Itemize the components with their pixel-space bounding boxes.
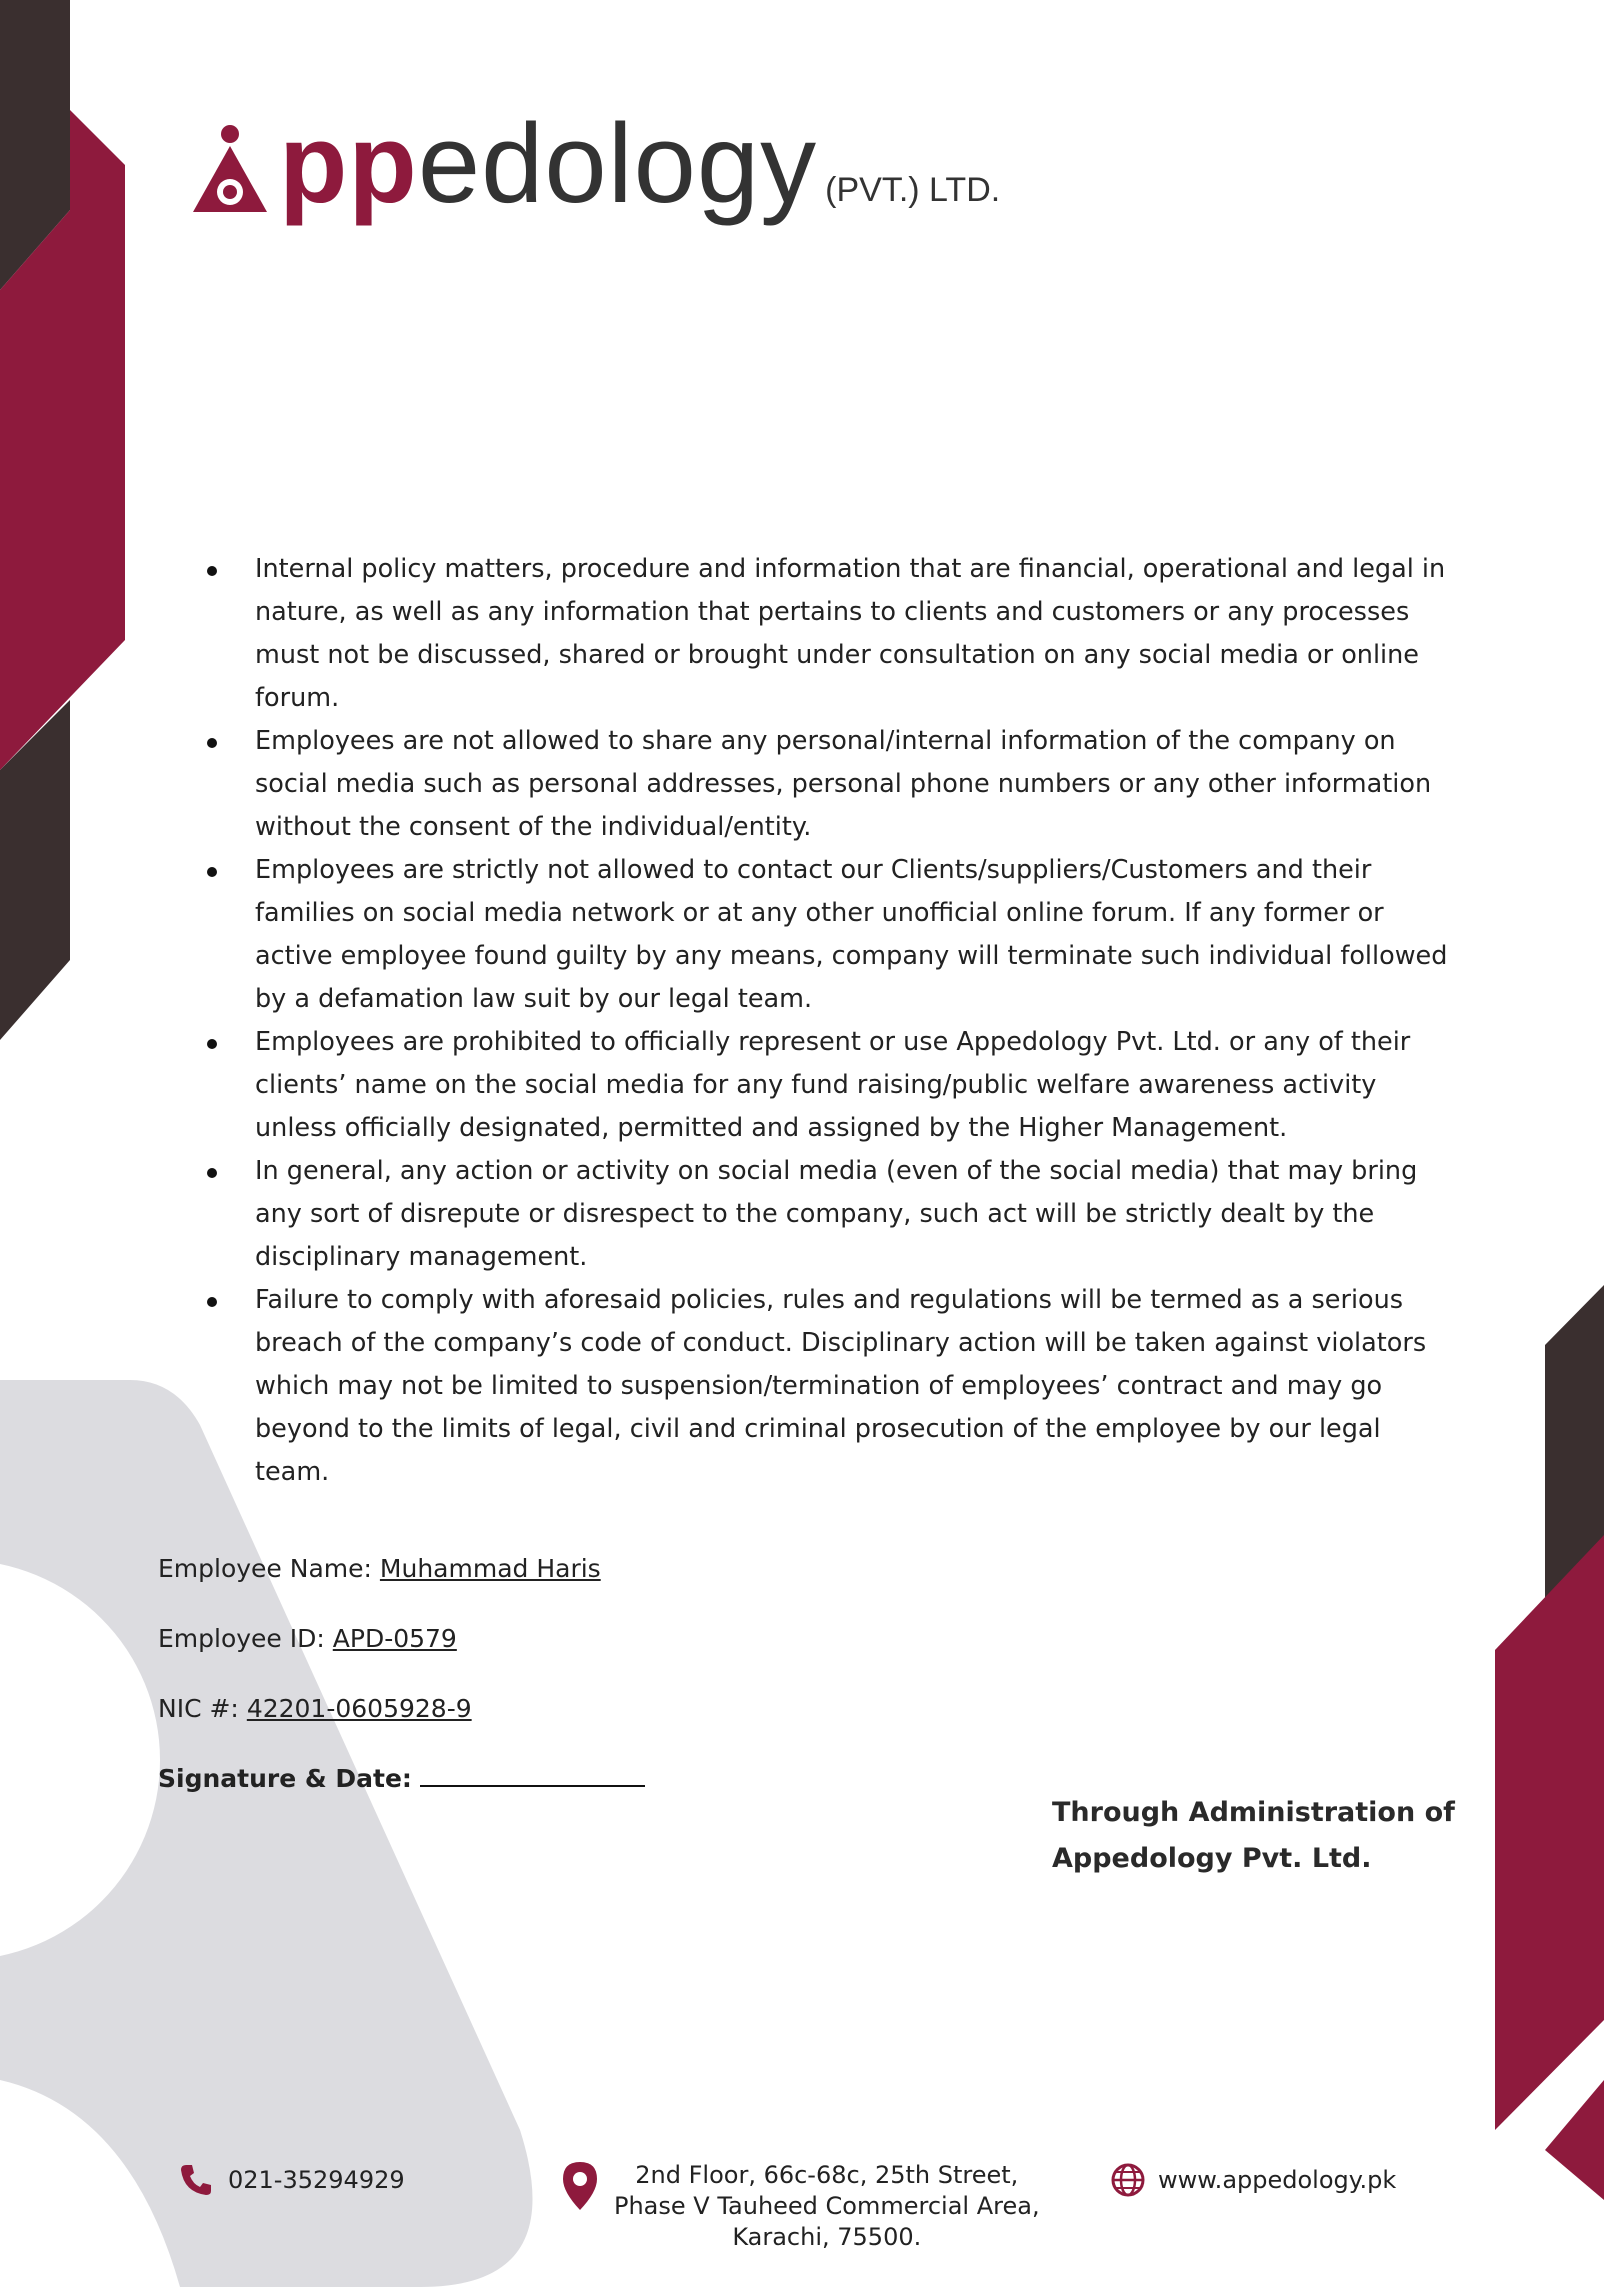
phone-icon	[178, 2162, 214, 2198]
bullet-dot	[207, 738, 217, 748]
employee-name-row	[158, 1548, 645, 1618]
list-item	[205, 1150, 1455, 1279]
admin-line-1: Through Administration of	[1052, 1797, 1455, 1828]
employee-name-label: Employee Name:	[158, 1554, 372, 1583]
policy-text: Employees are prohibited to officially represent or use Appedology Pvt. Ltd. or any of their clients’ name on the social media for any fund raising/public welfare awareness activity unless officially designated, permitted and assigned by the Higher Management.	[255, 1027, 1411, 1143]
employee-id-label: Employee ID:	[158, 1624, 325, 1653]
administration-block	[1052, 1790, 1455, 1882]
footer-website	[1110, 2162, 1396, 2198]
list-item	[205, 1021, 1455, 1150]
signature-row	[158, 1758, 645, 1828]
footer-address	[560, 2160, 1040, 2253]
logo-text-rest: edology	[417, 101, 818, 226]
company-logo	[185, 90, 1001, 226]
signature-line	[420, 1785, 645, 1787]
bullet-dot	[207, 1168, 217, 1178]
footer-phone	[178, 2162, 405, 2198]
bullet-dot	[207, 566, 217, 576]
policy-text: Internal policy matters, procedure and information that are financial, operational and legal in nature, as well as any information that pertains to clients and customers or any processes must not be discussed, shared or brought under consultation on any social media or online forum.	[255, 554, 1446, 713]
location-pin-icon	[560, 2160, 600, 2212]
website-link[interactable]: www.appedology.pk	[1158, 2166, 1397, 2194]
list-item	[205, 548, 1455, 720]
logo-suffix: (PVT.) LTD.	[825, 171, 1001, 209]
logo-wordmark	[279, 101, 818, 226]
list-item	[205, 849, 1455, 1021]
employee-details	[158, 1548, 645, 1828]
list-item	[205, 720, 1455, 849]
employee-name-value: Muhammad Haris	[379, 1554, 601, 1583]
policy-text: In general, any action or activity on social media (even of the social media) that may bring any sort of disrepute or disrespect to the company, such act will be strictly dealt by the disciplinary management.	[255, 1156, 1418, 1272]
policy-list	[205, 548, 1455, 1494]
nic-value: 42201-0605928-9	[246, 1694, 472, 1723]
list-item	[205, 1279, 1455, 1494]
admin-line-2: Appedology Pvt. Ltd.	[1052, 1843, 1372, 1874]
bullet-dot	[207, 1039, 217, 1049]
bullet-dot	[207, 1297, 217, 1307]
right-red-panel	[1495, 1535, 1604, 2130]
employee-id-value: APD-0579	[332, 1624, 457, 1653]
signature-label: Signature & Date:	[158, 1764, 412, 1793]
nic-label: NIC #:	[158, 1694, 239, 1723]
address-line-2: Phase V Tauheed Commercial Area,	[614, 2192, 1040, 2220]
policy-text: Employees are strictly not allowed to contact our Clients/suppliers/Customers and their families on social media network or at any other unofficial online forum. If any former or active employee found guilty by any means, company will terminate such individual followed by a defamation law suit by our legal team.	[255, 855, 1448, 1014]
nic-row	[158, 1688, 645, 1758]
employee-id-row	[158, 1618, 645, 1688]
globe-icon	[1110, 2162, 1146, 2198]
address-line-3: Karachi, 75500.	[732, 2223, 922, 2251]
bullet-dot	[207, 867, 217, 877]
phone-number: 021-35294929	[228, 2166, 405, 2194]
policy-text: Employees are not allowed to share any personal/internal information of the company on social media such as personal addresses, personal phone numbers or any other information without the consent of the individual/entity.	[255, 726, 1432, 842]
policy-text: Failure to comply with aforesaid policies, rules and regulations will be termed as a serious breach of the company’s code of conduct. Disciplinary action will be taken against violators which may not be limited to suspension/termination of employees’ contract and may go beyond to the limits of legal, civil and criminal prosecution of the employee by our legal team.	[255, 1285, 1427, 1487]
logo-text-pp: pp	[279, 101, 418, 226]
address-line-1: 2nd Floor, 66c-68c, 25th Street,	[635, 2161, 1019, 2189]
right-red-triangle	[1545, 2080, 1604, 2200]
logo-a-icon	[185, 120, 275, 220]
